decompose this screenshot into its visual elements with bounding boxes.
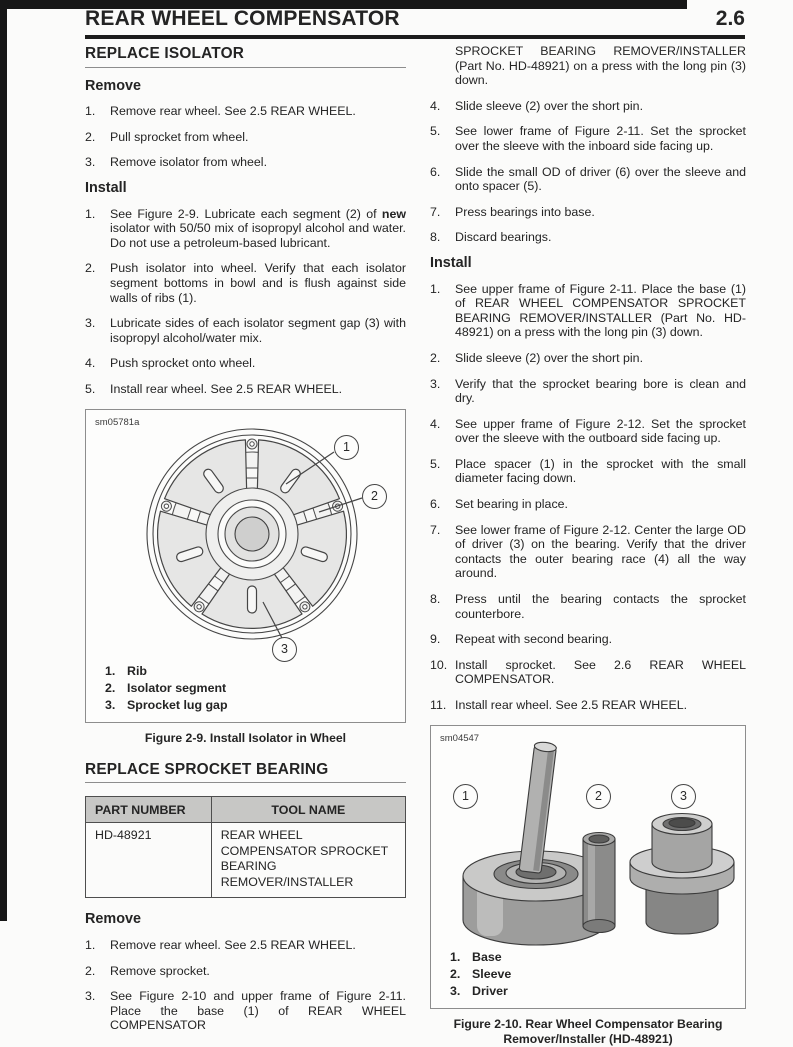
step-text: Slide sleeve (2) over the short pin. <box>455 350 644 365</box>
figure-2-10-image <box>431 726 745 948</box>
step-text: Repeat with second bearing. <box>455 632 613 647</box>
step-item <box>85 356 406 371</box>
step-number: 6. <box>430 164 441 179</box>
column-right <box>430 40 746 1047</box>
step-text: See lower frame of Figure 2-11. Set the sprocket over the sleeve with the inboard side facing up. <box>455 124 746 153</box>
header-rule <box>85 35 745 39</box>
legend-number: 2. <box>105 681 116 696</box>
step-number: 1. <box>85 206 96 221</box>
figure-2-9-box <box>85 409 406 723</box>
legend-number: 3. <box>450 984 461 999</box>
step-text: See upper frame of Figure 2-12. Set the sprocket over the sleeve with the outboard side facing up. <box>455 416 746 446</box>
heading-replace-sprocket-bearing: REPLACE SPROCKET BEARING <box>85 763 406 784</box>
step-text: See Figure 2-9. Lubricate each segment (2) of new isolator with 50/50 mix of isopropyl alcohol and water. Do not use a petroleum-based lubricant. <box>110 206 406 250</box>
step-text: Remove rear wheel. See 2.5 REAR WHEEL. <box>110 104 356 119</box>
step-number: 6. <box>430 497 441 512</box>
step-number: 2. <box>85 963 96 978</box>
figure-2-10-legend <box>431 950 745 1008</box>
scan-edge-left <box>0 0 7 921</box>
step-item <box>85 104 406 119</box>
step-number: 7. <box>430 522 441 537</box>
step-number: 2. <box>85 261 96 276</box>
step-text: Remove isolator from wheel. <box>110 155 268 170</box>
step-item <box>430 205 746 220</box>
step-text: Verify that the sprocket bearing bore is clean and dry. <box>455 376 746 406</box>
step-number: 9. <box>430 632 441 647</box>
step-text: Place spacer (1) in the sprocket with the small diameter facing down. <box>455 456 746 486</box>
step-number: 4. <box>430 98 441 113</box>
tool-table-header-tool-name: TOOL NAME <box>211 797 405 823</box>
step-number: 1. <box>85 937 96 952</box>
legend-label: Sleeve <box>472 967 512 982</box>
step-item <box>430 124 746 153</box>
figure-2-9-caption: Figure 2-9. Install Isolator in Wheel <box>144 730 347 745</box>
step-text: Install rear wheel. See 2.5 REAR WHEEL. <box>455 698 688 712</box>
step-item <box>430 658 746 687</box>
step-number: 2. <box>85 129 96 144</box>
legend-label: Isolator segment <box>127 681 227 696</box>
step-item <box>85 964 406 979</box>
bearing-install-steps <box>430 282 746 713</box>
isolator-remove-steps <box>85 104 406 170</box>
tool-table-cell-tool-name: REAR WHEEL COMPENSATOR SPROCKET BEARING REMOVER/INSTALLER <box>211 823 405 898</box>
step-text: Install sprocket. See 2.6 REAR WHEEL COMPENSATOR. <box>455 657 746 687</box>
step-item <box>85 938 406 953</box>
step-text: Press until the bearing contacts the sprocket counterbore. <box>455 592 746 621</box>
legend-number: 1. <box>450 950 461 965</box>
remove-step-3-continuation: SPROCKET BEARING REMOVER/INSTALLER (Part No. HD-48921) on a press with the long pin (3) down. <box>455 44 746 88</box>
figure-2-10-caption-line2: Remover/Installer (HD-48921) <box>503 1031 673 1046</box>
legend-item <box>450 967 735 982</box>
step-item <box>430 523 746 581</box>
step-text: See upper frame of Figure 2-11. Place the base (1) of REAR WHEEL COMPENSATOR SPROCKET BEARING REMOVER/INSTALLER (Part No. HD-48921) on a press with the long pin (3) down. <box>455 281 746 340</box>
figure-2-9-callout-2: 2 <box>362 484 387 509</box>
figure-2-9-image <box>86 410 405 662</box>
step-text: Remove sprocket. <box>110 963 210 978</box>
step-number: 5. <box>430 456 441 471</box>
step-number: 11. <box>430 698 447 712</box>
bearing-remove-steps <box>85 938 406 1033</box>
figure-2-9-image-label: sm05781a <box>95 416 140 428</box>
step-item <box>430 282 746 340</box>
step-item <box>430 497 746 512</box>
legend-item <box>450 950 735 965</box>
figure-2-10-caption-line1: Figure 2-10. Rear Wheel Compensator Bearing <box>453 1016 723 1031</box>
step-item <box>85 207 406 251</box>
legend-item <box>105 664 395 679</box>
figure-2-10-caption <box>430 1017 746 1047</box>
isolator-install-steps <box>85 207 406 397</box>
step-item <box>85 316 406 345</box>
step-text: Discard bearings. <box>455 230 552 245</box>
step-item <box>85 382 406 397</box>
step-item <box>430 165 746 194</box>
step-number: 7. <box>430 204 441 219</box>
step-number: 8. <box>430 230 441 245</box>
legend-label: Rib <box>127 664 147 678</box>
legend-number: 2. <box>450 967 461 982</box>
step-text: See Figure 2-10 and upper frame of Figure 2-11. Place the base (1) of REAR WHEEL COMPENSATOR <box>110 989 406 1033</box>
step-number: 3. <box>85 989 96 1004</box>
figure-2-10-image-label: sm04547 <box>440 732 480 744</box>
subheading-install-isolator: Install <box>85 179 127 196</box>
step-number: 4. <box>430 416 441 431</box>
step-text: Push isolator into wheel. Verify that each isolator segment bottoms in bowl and is flush against side walls of ribs (1). <box>110 261 406 305</box>
bearing-tools-illustration <box>431 726 744 948</box>
step-item <box>430 457 746 486</box>
tool-table <box>85 796 406 898</box>
legend-number: 3. <box>105 698 116 713</box>
step-item <box>85 989 406 1033</box>
step-text: Set bearing in place. <box>455 497 568 512</box>
step-number: 5. <box>430 124 441 139</box>
legend-label: Sprocket lug gap <box>127 698 228 713</box>
step-number: 1. <box>430 281 441 296</box>
step-text: Push sprocket onto wheel. <box>110 356 256 371</box>
legend-item <box>105 681 395 696</box>
step-item <box>430 698 746 713</box>
step-number: 3. <box>85 316 96 331</box>
page-header <box>85 7 745 39</box>
step-item <box>85 261 406 305</box>
figure-2-9-callout-1: 1 <box>334 435 359 460</box>
subheading-remove-bearing: Remove <box>85 911 141 928</box>
step-text: Press bearings into base. <box>455 204 595 219</box>
legend-label: Base <box>472 950 502 965</box>
step-item <box>85 155 406 170</box>
step-number: 10. <box>430 657 448 672</box>
heading-replace-isolator: REPLACE ISOLATOR <box>85 47 406 68</box>
step-text: Install rear wheel. See 2.5 REAR WHEEL. <box>110 381 343 396</box>
section-number: 2.6 <box>715 7 745 30</box>
step-text: Slide the small OD of driver (6) over the sleeve and onto spacer (5). <box>455 164 746 194</box>
step-item <box>430 417 746 446</box>
step-item <box>430 377 746 406</box>
legend-item <box>450 984 735 999</box>
subheading-remove-isolator: Remove <box>85 77 141 94</box>
step-item <box>430 230 746 245</box>
legend-label: Driver <box>472 984 508 999</box>
step-item <box>430 632 746 647</box>
column-left <box>85 40 406 1033</box>
step-number: 3. <box>85 155 96 170</box>
figure-2-10-box <box>430 725 746 1009</box>
step-number: 2. <box>430 350 441 365</box>
step-item <box>430 351 746 366</box>
table-row <box>86 823 406 898</box>
figure-2-10-callout-3: 3 <box>671 784 696 809</box>
tool-table-header-part-number: PART NUMBER <box>86 797 212 823</box>
step-text: Pull sprocket from wheel. <box>110 129 249 144</box>
step-item <box>430 99 746 114</box>
step-number: 4. <box>85 356 96 371</box>
bearing-remove-steps-continued <box>430 99 746 245</box>
figure-2-9-legend <box>86 664 405 722</box>
figure-2-10-callout-1: 1 <box>453 784 478 809</box>
step-number: 3. <box>430 376 441 391</box>
step-number: 8. <box>430 592 441 607</box>
step-item <box>430 592 746 621</box>
tool-table-cell-part-number: HD-48921 <box>86 823 212 898</box>
step-text: Slide sleeve (2) over the short pin. <box>455 98 644 113</box>
step-text: Remove rear wheel. See 2.5 REAR WHEEL. <box>110 937 356 952</box>
page-title: REAR WHEEL COMPENSATOR <box>85 7 400 30</box>
step-text: Lubricate sides of each isolator segment gap (3) with isopropyl alcohol/water mix. <box>110 316 406 345</box>
legend-number: 1. <box>105 664 116 678</box>
step-item <box>85 130 406 145</box>
step-number: 1. <box>85 104 96 119</box>
figure-2-10-callout-2: 2 <box>586 784 611 809</box>
step-number: 5. <box>85 381 96 396</box>
step-text: See lower frame of Figure 2-12. Center the large OD of driver (3) on the bearing. Verify that the driver contacts the outer bearing race (4) all the way around. <box>455 522 746 581</box>
legend-item <box>105 698 395 713</box>
subheading-install-bearing: Install <box>430 254 472 271</box>
figure-2-9-callout-3: 3 <box>272 637 297 662</box>
